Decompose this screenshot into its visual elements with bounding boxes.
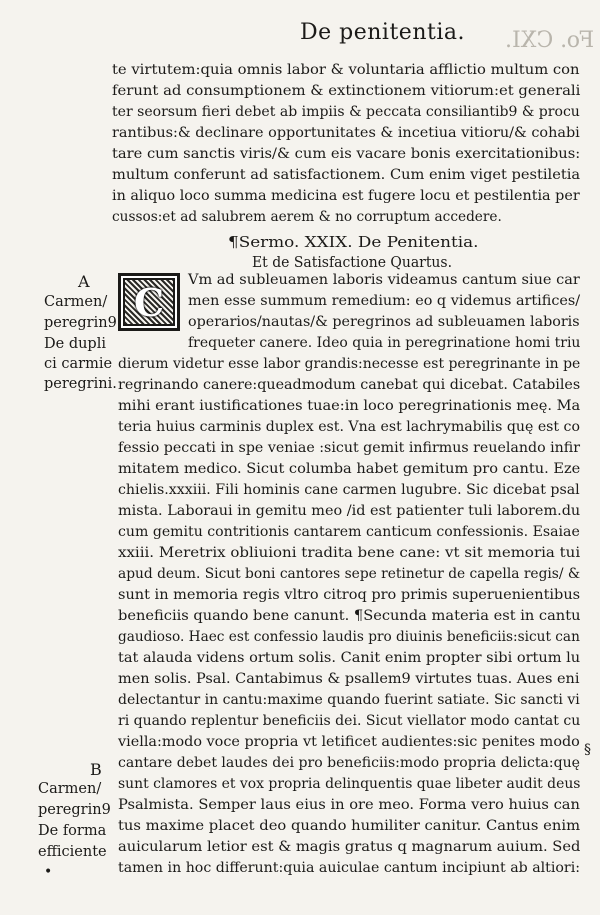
margin-letter-a: A <box>78 272 90 291</box>
text-line: sunt in memoria regis vltro citroq pro primis superuenientibus <box>118 587 581 603</box>
text-line: multum conferunt ad satisfactionem. Cum enim viget pestiletia <box>112 167 581 183</box>
text-line: delectantur in cantu:maxime quando fuerint satiate. Sic sancti vi <box>118 692 580 708</box>
margin-note-line: De forma <box>38 823 107 839</box>
text-line: ri quando replentur beneficiis dei. Sicut viellator modo cantat cu <box>118 713 581 729</box>
margin-note-line: peregrin9 <box>44 315 117 331</box>
text-line: chielis.xxxiii. Fili hominis cane carmen lugubre. Sic dicebat psal <box>118 482 580 498</box>
text-line: ferunt ad consumptionem & extinctionem vitiorum:et generali <box>112 83 581 99</box>
text-line: ter seorsum fieri debet ab impiis & peccata consiliantib9 & procu <box>112 104 580 120</box>
margin-note-line: De dupli <box>44 336 106 352</box>
text-line: cussos:et ad salubrem aerem & no corruptum accedere. <box>112 209 502 225</box>
text-line: mihi erant iustificationes tuae:in loco peregrinationis meę. Ma <box>118 398 581 414</box>
margin-dot-mark: • <box>44 864 53 880</box>
text-line: operarios/nautas/& peregrinos ad subleuamen laboris <box>188 314 580 330</box>
sermon-title: ¶Sermo. XXIX. De Penitentia. <box>228 233 479 251</box>
text-line: fessio peccati in spe veniae :sicut gemit infirmus reuelando infir <box>118 440 581 456</box>
text-line: apud deum. Sicut boni cantores sepe retinetur de capella regis/ & <box>118 566 581 582</box>
text-line: men esse summum remedium: eo q videmus artifices/ <box>188 293 581 309</box>
margin-note-line: peregrin9 <box>38 802 111 818</box>
text-line: xxiii. Meretrix obliuioni tradita bene cane: vt sit memoria tui <box>118 545 581 561</box>
text-line: viella:modo voce propria vt letificet audientes:sic penites modo <box>118 734 580 750</box>
margin-ornament-mark: § <box>584 742 591 758</box>
margin-letter-b: B <box>90 760 102 779</box>
text-line: teria huius carminis duplex est. Vna est lachrymabilis quę est co <box>118 419 580 435</box>
margin-note-line: efficiente <box>38 844 107 860</box>
text-line: Vm ad subleuamen laboris videamus cantum siue car <box>188 272 580 288</box>
text-line: mista. Laboraui in gemitu meo /id est patienter tuli laborem.du <box>118 503 581 519</box>
text-line: in aliquo loco summa medicina est fugere locu et pestilentia per <box>112 188 580 204</box>
margin-note-line: Carmen/ <box>38 781 102 797</box>
text-line: cantare debet laudes dei pro beneficiis:modo propria delicta:quę <box>118 755 580 771</box>
text-line: tamen in hoc differunt:quia auiculae cantum incipiunt ab altiori: <box>118 860 580 876</box>
text-line: beneficiis quando bene canunt. ¶Secunda materia est in cantu <box>118 608 581 624</box>
margin-note-line: peregrini. <box>44 376 117 392</box>
text-line: rantibus:& declinare opportunitates & incetiua vitioru/& cohabi <box>112 125 580 141</box>
text-line: tat alauda videns ortum solis. Canit enim propter sibi ortum lu <box>118 650 581 666</box>
bleed-through-text: Fo. CXI. <box>505 28 595 53</box>
sermon-subtitle: Et de Satisfactione Quartus. <box>252 253 453 271</box>
text-line: gaudioso. Haec est confessio laudis pro diuinis beneficiis:sicut can <box>118 629 580 645</box>
text-line: tus maxime placet deo quando humiliter canitur. Cantus enim <box>118 818 581 834</box>
text-line: cum gemitu contritionis cantarem canticum confessionis. Esaiae <box>118 524 580 540</box>
margin-note-line: ci carmie <box>44 356 113 372</box>
text-line: tare cum sanctis viris/& cum eis vacare bonis exercitationibus: <box>112 146 581 162</box>
text-line: dierum videtur esse labor grandis:necesse est peregrinante in pe <box>118 356 581 372</box>
text-line: men solis. Psal. Cantabimus & psallem9 virtutes tuas. Aues eni <box>118 671 580 687</box>
margin-note-line: Carmen/ <box>44 294 108 310</box>
text-line: auicularum letior est & magis gratus q magnarum auium. Sed <box>118 839 581 855</box>
text-line: Psalmista. Semper laus eius in ore meo. Forma vero huius can <box>118 797 580 813</box>
text-line: regrinando canere:queadmodum canebat qui dicebat. Catabiles <box>118 377 581 393</box>
page-header-title: De penitentia. <box>300 20 465 45</box>
initial-letter: C <box>123 278 175 326</box>
decorated-initial <box>118 273 180 331</box>
text-line: mitatem medico. Sicut columba habet gemitum pro cantu. Eze <box>118 461 581 477</box>
text-line: sunt clamores et vox propria delinquentis quae libeter audit deus <box>118 776 581 792</box>
text-line: frequeter canere. Ideo quia in peregrinatione homi triu <box>188 335 581 351</box>
text-line: te virtutem:quia omnis labor & voluntaria afflictio multum con <box>112 62 580 78</box>
